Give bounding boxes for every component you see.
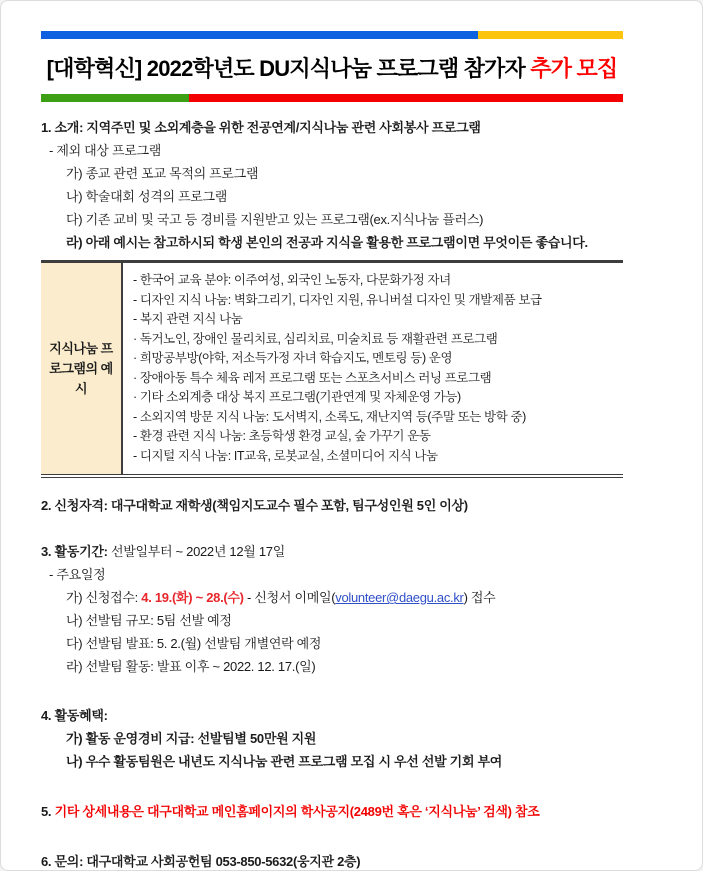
table-row: · 장애아동 특수 체육 레저 프로그램 또는 스포츠서비스 러닝 프로그램 (133, 370, 492, 385)
exclusion-item-ra: 라) 아래 예시는 참고하시되 학생 본인의 전공과 지식을 활용한 프로그램이면 무엇이든 좋습니다. (66, 235, 588, 250)
benefit-item-na: 나) 우수 활동팀원은 내년도 지식나눔 관련 프로그램 모집 시 우선 선발 기회 부여 (66, 754, 503, 769)
application-dates: 4. 19.(화) ~ 28.(수) (141, 590, 244, 605)
section-2-heading: 2. 신청자격: 대구대학교 재학생(책임지도교수 필수 포함, 팀구성인원 5인 이상) (41, 498, 468, 513)
examples-table-header-label: 지식나눔 프로그램의 예시 (49, 340, 113, 396)
section-3-period: 선발일부터 ~ 2022년 12월 17일 (110, 544, 285, 559)
examples-table (41, 260, 623, 478)
table-row: - 디자인 지식 나눔: 벽화그리기, 디자인 지원, 유니버설 디자인 및 개발제품 보급 (133, 292, 542, 307)
bar-segment-red (189, 94, 623, 102)
bar-segment-yellow (478, 31, 624, 39)
schedule-item-ga (41, 586, 662, 609)
examples-table-content (123, 263, 623, 474)
schedule-item-ra: 라) 선발팀 활동: 발표 이후 ~ 2022. 12. 17.(일) (66, 659, 316, 674)
section-5-heading (41, 800, 662, 823)
schedule-item-ga-suffix: ) 접수 (463, 590, 496, 605)
section-3-subheading: - 주요일정 (49, 567, 106, 582)
benefit-item-ga: 가) 활동 운영경비 지급: 선발팀별 50만원 지원 (66, 731, 317, 746)
table-row: · 기타 소외계층 대상 복지 프로그램(기관연계 및 자체운영 가능) (133, 390, 461, 404)
table-row: - 소외지역 방문 지식 나눔: 도서벽지, 소록도, 재난지역 등(주말 또는 방학 중) (133, 409, 526, 424)
schedule-item-na: 나) 선발팀 규모: 5팀 선발 예정 (66, 613, 232, 628)
email-link[interactable]: volunteer@daegu.ac.kr (335, 590, 464, 605)
document-body (41, 116, 662, 871)
bottom-divider-bar (41, 94, 623, 102)
title-text: [대학혁신] 2022학년도 DU지식나눔 프로그램 참가자 (46, 56, 531, 81)
table-row: · 독거노인, 장애인 물리치료, 심리치료, 미술치료 등 재활관련 프로그램 (133, 331, 498, 346)
schedule-item-da: 다) 선발팀 발표: 5. 2.(월) 선발팀 개별연락 예정 (66, 636, 322, 651)
exclusion-item-da: 다) 기존 교비 및 국고 등 경비를 지원받고 있는 프로그램(ex.지식나눔 플러스) (66, 212, 484, 227)
exclusion-item-na: 나) 학술대회 성격의 프로그램 (66, 189, 228, 204)
section-1-subheading: - 제외 대상 프로그램 (49, 143, 162, 158)
title-highlight: 추가 모집 (530, 56, 618, 81)
section-1-heading: 1. 소개: 지역주민 및 소외계층을 위한 전공연계/지식나눔 관련 사회봉사 프로그램 (41, 120, 481, 135)
schedule-item-ga-prefix: 가) 신청접수: (66, 590, 142, 605)
exclusion-item-ga: 가) 종교 관련 포교 목적의 프로그램 (66, 166, 259, 181)
section-3-label: 3. 활동기간: (41, 544, 108, 559)
section-3-heading (41, 540, 662, 563)
table-row: - 환경 관련 지식 나눔: 초등학생 환경 교실, 숲 가꾸기 운동 (133, 429, 431, 443)
section-5-number: 5. (41, 804, 52, 819)
table-row: - 디지털 지식 나눔: IT교육, 로봇교실, 소셜미디어 지식 나눔 (133, 448, 438, 463)
table-row: - 한국어 교육 분야: 이주여성, 외국인 노동자, 다문화가정 자녀 (133, 273, 451, 287)
title-block (41, 31, 662, 102)
schedule-item-ga-mid: - 신청서 이메일( (243, 590, 336, 605)
section-6-heading: 6. 문의: 대구대학교 사회공헌팀 053-850-5632(웅지관 2층) (41, 854, 361, 869)
examples-table-header (41, 263, 123, 474)
section-5-notice: 기타 상세내용은 대구대학교 메인홈페이지의 학사공지(2489번 혹은 ‘지식나눔’ 검색) 참조 (54, 804, 540, 819)
bar-segment-blue (41, 31, 478, 39)
table-row: · 희망공부방(야학, 저소득가정 자녀 학습지도, 멘토링 등) 운영 (133, 351, 453, 365)
top-divider-bar (41, 31, 623, 39)
section-4-heading: 4. 활동혜택: (41, 708, 108, 723)
page-title (41, 52, 623, 83)
bar-segment-green (41, 94, 189, 102)
table-row: - 복지 관련 지식 나눔 (133, 312, 243, 326)
